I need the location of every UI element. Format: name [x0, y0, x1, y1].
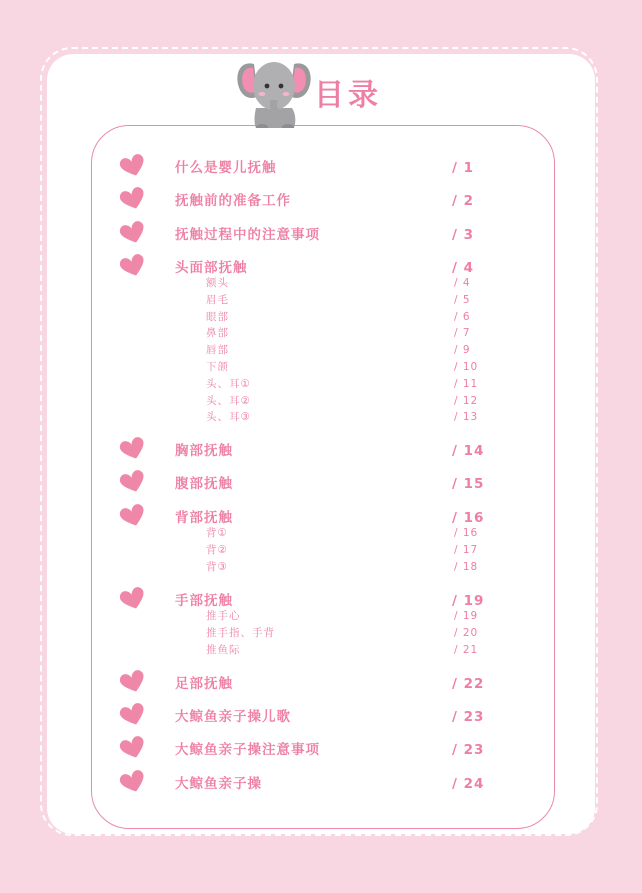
toc-subentry-page: / 7: [454, 327, 471, 340]
toc-entry-page: / 23: [452, 742, 485, 758]
toc-subentry-label: 眉毛: [206, 293, 229, 306]
toc-subentry-label: 推手心: [206, 610, 241, 622]
toc-entry[interactable]: [0, 740, 642, 762]
toc-subentry-page: / 20: [454, 626, 479, 639]
toc-entry-page: / 22: [452, 676, 485, 692]
heart-icon: [119, 736, 147, 760]
toc-subentry[interactable]: [0, 609, 642, 625]
toc-entry-page: / 24: [452, 776, 485, 792]
heart-icon: [119, 504, 147, 528]
heart-icon: [119, 254, 147, 278]
toc-entry-page: / 15: [452, 476, 485, 492]
toc-subentry[interactable]: [0, 326, 642, 342]
toc-subentry-label: 眼部: [206, 310, 229, 323]
toc-entry-page: / 2: [452, 193, 475, 209]
toc-subentry[interactable]: [0, 560, 642, 576]
toc-entry-page: / 19: [452, 593, 485, 609]
toc-subentry[interactable]: [0, 377, 642, 393]
toc-entry-label: 抚触过程中的注意事项: [175, 227, 320, 243]
toc-entry[interactable]: [0, 158, 642, 180]
toc-entry-page: / 14: [452, 443, 485, 459]
heart-icon: [119, 703, 147, 727]
toc-entry-label: 头面部抚触: [175, 260, 248, 276]
toc-subentry-page: / 12: [454, 394, 479, 407]
toc-subentry-label: 鼻部: [206, 327, 229, 340]
toc-entry-label: 大鲸鱼亲子操注意事项: [175, 742, 320, 758]
toc-subentry-page: / 21: [454, 643, 479, 656]
toc-entry[interactable]: [0, 474, 642, 496]
toc-entry[interactable]: [0, 441, 642, 463]
toc-subentry[interactable]: [0, 543, 642, 559]
toc-subentry-label: 头、耳③: [206, 411, 251, 424]
toc-subentry[interactable]: [0, 310, 642, 326]
elephant-icon: [232, 56, 316, 128]
toc-entry-label: 背部抚触: [175, 510, 233, 526]
toc-subentry-label: 额头: [206, 277, 229, 289]
toc-subentry-label: 背③: [206, 560, 228, 573]
toc-entry-page: / 23: [452, 709, 485, 725]
toc-subentry-page: / 13: [454, 411, 479, 424]
toc-subentry-page: / 16: [454, 527, 479, 539]
toc-entry[interactable]: [0, 674, 642, 696]
toc-entry-page: / 1: [452, 160, 475, 176]
toc-subentry[interactable]: [0, 643, 642, 659]
toc-entry[interactable]: [0, 707, 642, 729]
toc-subentry[interactable]: [0, 410, 642, 426]
toc-subentry-page: / 10: [454, 361, 479, 373]
toc-subentry[interactable]: [0, 394, 642, 410]
toc-subentry-label: 唇部: [206, 344, 229, 357]
heart-icon: [119, 437, 147, 461]
heart-icon: [119, 187, 147, 211]
toc-entry-label: 手部抚触: [175, 593, 233, 609]
toc-subentry-page: / 9: [454, 344, 471, 357]
toc-subentry-label: 推鱼际: [206, 643, 241, 656]
heart-icon: [119, 587, 147, 611]
toc-subentry-page: / 18: [454, 560, 479, 573]
heart-icon: [119, 670, 147, 694]
toc-entry-label: 足部抚触: [175, 676, 233, 692]
heart-icon: [119, 770, 147, 794]
page-title: 目录: [314, 78, 382, 113]
toc-subentry-label: 头、耳①: [206, 377, 251, 390]
heart-icon: [119, 154, 147, 178]
toc-subentry-label: 下颌: [206, 361, 229, 373]
toc-subentry-page: / 5: [454, 293, 471, 306]
toc-subentry[interactable]: [0, 276, 642, 292]
toc-entry[interactable]: [0, 225, 642, 247]
toc-entry-page: / 3: [452, 227, 475, 243]
toc-subentry-label: 推手指、手背: [206, 626, 275, 639]
toc-subentry-label: 头、耳②: [206, 394, 251, 407]
toc-entry-label: 抚触前的准备工作: [175, 193, 291, 209]
toc-subentry-label: 背①: [206, 527, 228, 539]
toc-subentry[interactable]: [0, 343, 642, 359]
toc-entry-page: / 4: [452, 260, 475, 276]
toc-entry-label: 腹部抚触: [175, 476, 233, 492]
toc-subentry-page: / 19: [454, 610, 479, 622]
toc-subentry[interactable]: [0, 526, 642, 542]
heart-icon: [119, 221, 147, 245]
toc-subentry-page: / 4: [454, 277, 471, 289]
toc-subentry[interactable]: [0, 360, 642, 376]
toc-entry-page: / 16: [452, 510, 485, 526]
toc-entry-label: 胸部抚触: [175, 443, 233, 459]
toc-entry-label: 大鲸鱼亲子操: [175, 776, 262, 792]
toc-entry[interactable]: [0, 774, 642, 796]
toc-subentry-page: / 6: [454, 310, 471, 323]
toc-entry[interactable]: [0, 191, 642, 213]
toc-subentry-page: / 17: [454, 543, 479, 556]
toc-subentry-page: / 11: [454, 377, 479, 390]
toc-subentry[interactable]: [0, 626, 642, 642]
toc-entry-label: 什么是婴儿抚触: [175, 160, 277, 176]
heart-icon: [119, 470, 147, 494]
toc-subentry[interactable]: [0, 293, 642, 309]
toc-entry-label: 大鲸鱼亲子操儿歌: [175, 709, 291, 725]
toc-subentry-label: 背②: [206, 543, 228, 556]
